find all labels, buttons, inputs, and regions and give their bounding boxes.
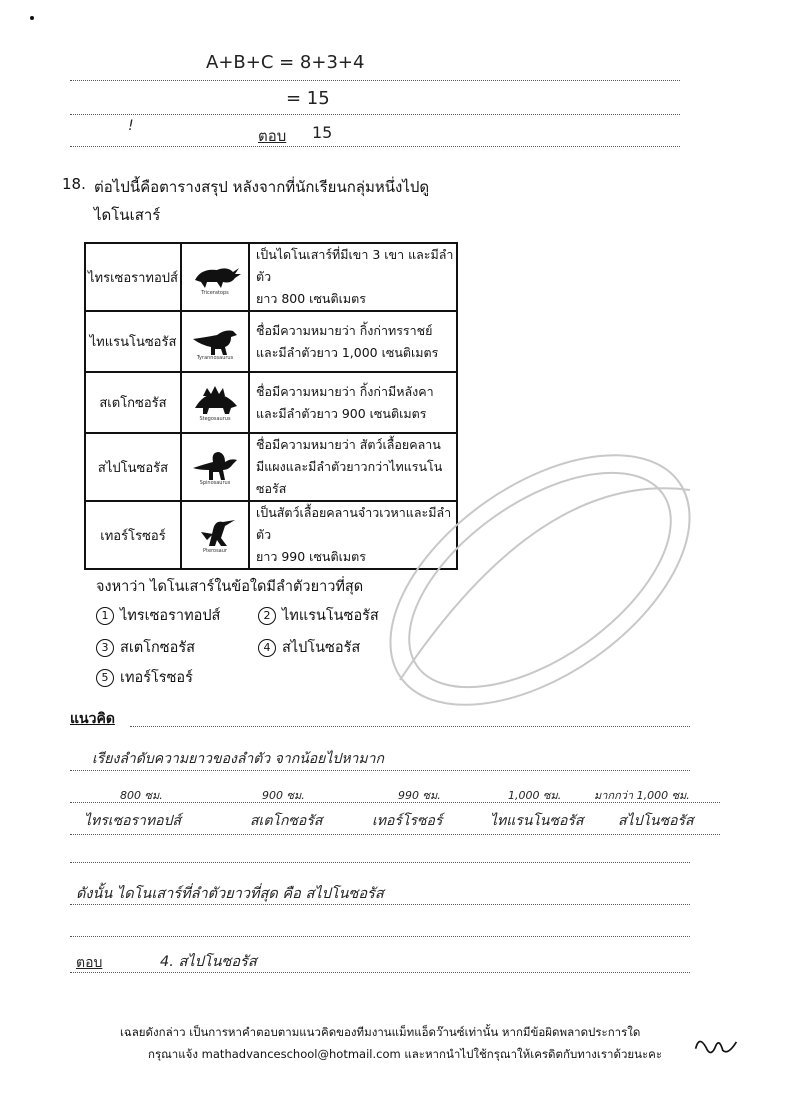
length-1: 800 ซม. xyxy=(120,789,163,802)
dotted-rule xyxy=(70,770,690,771)
description-line-1: ชื่อมีความหมายว่า สัตว์เลื้อยคลาน xyxy=(256,437,441,452)
order-name-1: ไทรเซอราทอปส์ xyxy=(84,813,181,829)
dotted-rule xyxy=(70,936,690,937)
dinosaur-table xyxy=(84,242,458,570)
question-prompt: จงหาว่า ไดโนเสาร์ในข้อใดมีลำตัวยาวที่สุด xyxy=(96,579,364,595)
work-line-1: A+B+C = 8+3+4 xyxy=(206,52,365,73)
description-line-2: ยาว 800 เซนติเมตร xyxy=(256,291,366,306)
dotted-rule xyxy=(70,862,690,863)
footer-line-2: กรุณาแจ้ง mathadvanceschool@hotmail.com และหากนำไปใช้กรุณาให้เครดิตกับทางเราด้วยนะคะ xyxy=(148,1047,663,1061)
choice-1[interactable] xyxy=(96,604,220,627)
choice-number: 1 xyxy=(96,607,114,625)
choice-text: ไทรเซอราทอปส์ xyxy=(120,608,221,624)
order-name-3: เทอร์โรซอร์ xyxy=(372,813,443,829)
description-line-2: มีแผงและมีลำตัวยาวกว่าไทแรนโนซอรัส xyxy=(256,459,443,496)
tyrannosaurus-icon xyxy=(187,323,243,357)
choice-text: เทอร์โรซอร์ xyxy=(120,670,193,686)
description-line-2: และมีลำตัวยาว 1,000 เซนติเมตร xyxy=(256,344,439,360)
choice-5[interactable] xyxy=(96,666,193,689)
description-line-1: เป็นไดโนเสาร์ที่มีเขา 3 เขา และมีลำตัว xyxy=(256,247,454,284)
table-row xyxy=(85,501,457,569)
dinosaur-caption: Spinosaurus xyxy=(199,480,231,486)
dinosaur-description xyxy=(249,311,457,372)
dotted-rule xyxy=(130,726,690,727)
description-line-1: เป็นสัตว์เลื้อยคลานจำวเวหาและมีลำตัว xyxy=(256,505,452,542)
dinosaur-picture-cell xyxy=(181,433,249,501)
dinosaur-picture-cell xyxy=(181,243,249,311)
dotted-rule xyxy=(70,80,680,81)
solution-conclusion: ดังนั้น ไดโนเสาร์ที่ลำตัวยาวที่สุด คือ สไปโนซอรัส xyxy=(76,886,384,902)
dinosaur-name: ไทรเซอราทอปส์ xyxy=(85,243,181,311)
length-2: 900 ซม. xyxy=(262,789,305,802)
dinosaur-name: ไทแรนโนซอรัส xyxy=(85,311,181,372)
work-line-2: = 15 xyxy=(286,88,330,109)
choice-number: 2 xyxy=(258,607,276,625)
question-number: 18. xyxy=(62,175,86,193)
dinosaur-picture-cell xyxy=(181,501,249,569)
table-row xyxy=(85,243,457,311)
length-4: 1,000 ซม. xyxy=(508,789,562,802)
order-name-2: สเตโกซอรัส xyxy=(250,813,323,829)
dotted-rule xyxy=(70,802,720,803)
pterosaur-icon xyxy=(187,516,243,550)
length-5: มากกว่า 1,000 ซม. xyxy=(594,789,690,802)
question-text-1: ต่อไปนี้คือตารางสรุป หลังจากที่นักเรียนกลุ่มหนึ่งไปดู xyxy=(94,178,430,196)
choice-number: 5 xyxy=(96,669,114,687)
dinosaur-caption: Pterosaur xyxy=(203,548,227,554)
dinosaur-caption: Triceratops xyxy=(201,290,229,296)
dotted-rule xyxy=(70,972,690,973)
table-row xyxy=(85,311,457,372)
tick-mark: ! xyxy=(128,118,134,134)
spinosaurus-icon xyxy=(187,448,243,482)
table-row xyxy=(85,372,457,433)
answer-value-top: 15 xyxy=(312,123,333,142)
question-text-2: ไดโนเสาร์ xyxy=(94,206,161,224)
final-answer-label: ตอบ xyxy=(76,955,103,971)
dotted-rule xyxy=(70,834,720,835)
stegosaurus-icon xyxy=(187,384,243,418)
footer-line-1: เฉลยดังกล่าว เป็นการหาคำตอบตามแนวคิดของทีมงานแม็ทแอ็ดว๊านซ์เท่านั้น หากมีข้อผิดพลาดประการใด xyxy=(120,1025,641,1039)
length-3: 990 ซม. xyxy=(398,789,441,802)
choice-text: ไทแรนโนซอรัส xyxy=(282,608,379,624)
choice-2[interactable] xyxy=(258,604,379,627)
solution-heading: แนวคิด xyxy=(70,711,115,727)
description-line-1: ชื่อมีความหมายว่า กิ้งก่ามีหลังคา xyxy=(256,383,434,399)
choice-4[interactable] xyxy=(258,636,360,659)
dinosaur-name: สไปโนซอรัส xyxy=(85,433,181,501)
dinosaur-name: สเตโกซอรัส xyxy=(85,372,181,433)
dinosaur-description xyxy=(249,433,457,501)
order-name-4: ไทแรนโนซอรัส xyxy=(490,813,584,829)
dinosaur-caption: Stegosaurus xyxy=(199,415,231,422)
choice-text: สเตโกซอรัส xyxy=(120,640,195,656)
description-line-2: ยาว 990 เซนติเมตร xyxy=(256,549,366,564)
description-line-2: และมีลำตัวยาว 900 เซนติเมตร xyxy=(256,405,427,421)
choice-3[interactable] xyxy=(96,636,195,659)
triceratops-icon xyxy=(187,258,243,292)
description-line-1: ชื่อมีความหมายว่า กิ้งก่าทรราชย์ xyxy=(256,322,433,338)
dinosaur-caption: Tyrannosaurus xyxy=(196,354,234,361)
final-answer-value: 4. สไปโนซอรัส xyxy=(160,954,257,970)
dotted-rule xyxy=(70,146,680,147)
choice-number: 4 xyxy=(258,639,276,657)
dinosaur-description xyxy=(249,243,457,311)
dotted-rule xyxy=(70,904,690,905)
dinosaur-picture-cell xyxy=(181,372,249,433)
answer-label-top: ตอบ xyxy=(258,127,287,145)
order-name-5: สไปโนซอรัส xyxy=(618,813,694,829)
dinosaur-name: เทอร์โรซอร์ xyxy=(85,501,181,569)
table-row xyxy=(85,433,457,501)
choice-number: 3 xyxy=(96,639,114,657)
signature-scribble xyxy=(690,1030,742,1064)
dotted-rule xyxy=(70,114,680,115)
stray-mark xyxy=(30,16,34,20)
choice-text: สไปโนซอรัส xyxy=(282,640,361,656)
solution-intro: เรียงลำดับความยาวของลำตัว จากน้อยไปหามาก xyxy=(92,751,384,767)
dinosaur-picture-cell xyxy=(181,311,249,372)
dinosaur-description xyxy=(249,501,457,569)
dinosaur-description xyxy=(249,372,457,433)
